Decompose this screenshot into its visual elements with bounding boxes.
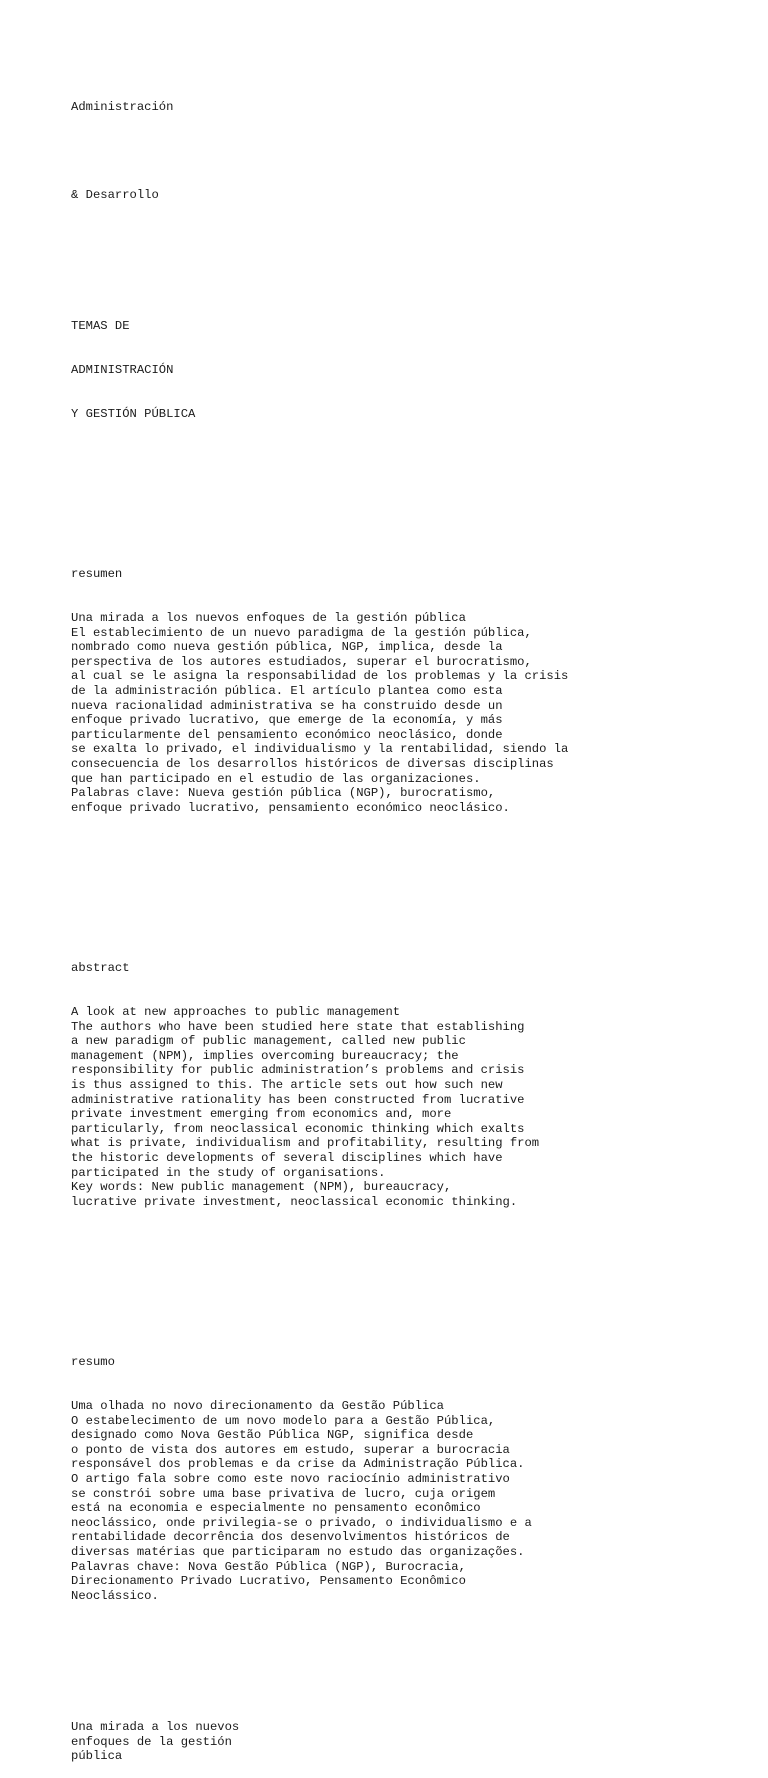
text-line: particularly, from neoclassical economic thinking which exalts [71,1121,525,1136]
section-title [71,290,731,451]
text-line: neoclássico, onde privilegia-se o privado, o individualismo e a [71,1515,532,1530]
text-line: nueva racionalidad administrativa se ha construido desde un [71,698,503,713]
spacer [71,144,731,159]
text-line: al cual se le asigna la responsabilidad de los problemas y la crisis [71,669,569,684]
text-line: A look at new approaches to public management [71,1005,401,1019]
article-title [71,1720,731,1764]
text-line: O estabelecimento de um novo modelo para a Gestão Pública, [71,1413,496,1428]
section-title-line: Y GESTIÓN PÚBLICA [71,406,196,421]
text-line: se exalta lo privado, el individualismo y la rentabilidad, siendo la [71,742,569,757]
text-line: de la administración pública. El artículo plantea como esta [71,683,503,698]
text-line: responsibility for public administration’s problems and crisis [71,1063,525,1078]
text-line: enfoque privado lucrativo, que emerge de la economía, y más [71,713,503,728]
text-line: lucrative private investment, neoclassical economic thinking. [71,1194,518,1209]
text-line: Direcionamento Privado Lucrativo, Pensamento Econômico [71,1574,466,1589]
journal-name-line2: & Desarrollo [71,187,159,202]
spacer [71,874,731,889]
text-line: Una mirada a los nuevos [71,1720,240,1735]
text-line: El establecimiento de un nuevo paradigma de la gestión pública, [71,625,532,640]
text-line: está na economia e especialmente no pensamento econômico [71,1501,481,1516]
text-line: Uma olhada no novo direcionamento da Gestão Pública [71,1399,444,1414]
abstract-heading: abstract [71,961,130,976]
resumen-section [71,538,731,844]
spacer [71,232,731,247]
journal-name-line1: Administración [71,100,174,115]
text-line: que han participado en el estudio de las organizaciones. [71,771,481,786]
abstract-body [71,1005,731,1209]
abstract-section [71,932,731,1238]
text-line: Palavras chave: Nova Gestão Pública (NGP), Burocracia, [71,1559,466,1574]
section-title-line: ADMINISTRACIÓN [71,362,174,377]
text-line: administrative rationality has been constructed from lucrative [71,1092,525,1107]
text-line: rentabilidade decorrência dos desenvolvimentos históricos de [71,1530,510,1545]
resumen-body [71,611,731,815]
text-line: pública [71,1749,123,1764]
text-line: the historic developments of several disciplines which have [71,1150,503,1165]
text-line: a new paradigm of public management, called new public [71,1034,466,1049]
text-line: consecuencia de los desarrollos históricos de diversas disciplinas [71,756,554,771]
text-line: management (NPM), implies overcoming bureaucracy; the [71,1048,459,1063]
text-line: is thus assigned to this. The article sets out how such new [71,1077,503,1092]
text-line: enfoques de la gestión [71,1734,232,1749]
text-line: o ponto de vista dos autores em estudo, superar a burocracia [71,1442,510,1457]
text-line: O artigo fala sobre como este novo raciocínio administrativo [71,1472,510,1486]
text-line: Una mirada a los nuevos enfoques de la gestión pública [71,610,466,625]
resumo-section [71,1326,731,1632]
text-line: Neoclássico. [71,1588,159,1603]
text-line: perspectiva de los autores estudiados, superar el burocratismo, [71,654,532,669]
text-line: se constrói sobre uma base privativa de lucro, cuja origem [71,1486,496,1501]
text-line: designado como Nova Gestão Pública NGP, significa desde [71,1428,474,1443]
text-line: responsável dos problemas e da crise da Administração Pública. [71,1457,525,1472]
text-line: Key words: New public management (NPM), bureaucracy, [71,1180,452,1195]
spacer [71,480,731,495]
spacer [71,1268,731,1283]
text-line: private investment emerging from economics and, more [71,1107,452,1122]
section-title-line: TEMAS DE [71,319,130,334]
spacer [71,1662,731,1677]
text-line: participated in the study of organisations. [71,1165,386,1180]
text-line: diversas matérias que participaram no estudo das organizações. [71,1544,525,1559]
resumo-heading: resumo [71,1355,115,1370]
resumo-body [71,1399,731,1603]
text-line: what is private, individualism and profitability, resulting from [71,1136,540,1151]
text-line: nombrado como nueva gestión pública, NGP, implica, desde la [71,640,503,655]
text-line: enfoque privado lucrativo, pensamiento económico neoclásico. [71,800,510,815]
document-page [71,71,731,1778]
text-line: particularmente del pensamiento económico neoclásico, donde [71,727,503,742]
resumen-heading: resumen [71,567,123,582]
text-line: Palabras clave: Nueva gestión pública (NGP), burocratismo, [71,786,496,801]
text-line: The authors who have been studied here state that establishing [71,1019,525,1034]
